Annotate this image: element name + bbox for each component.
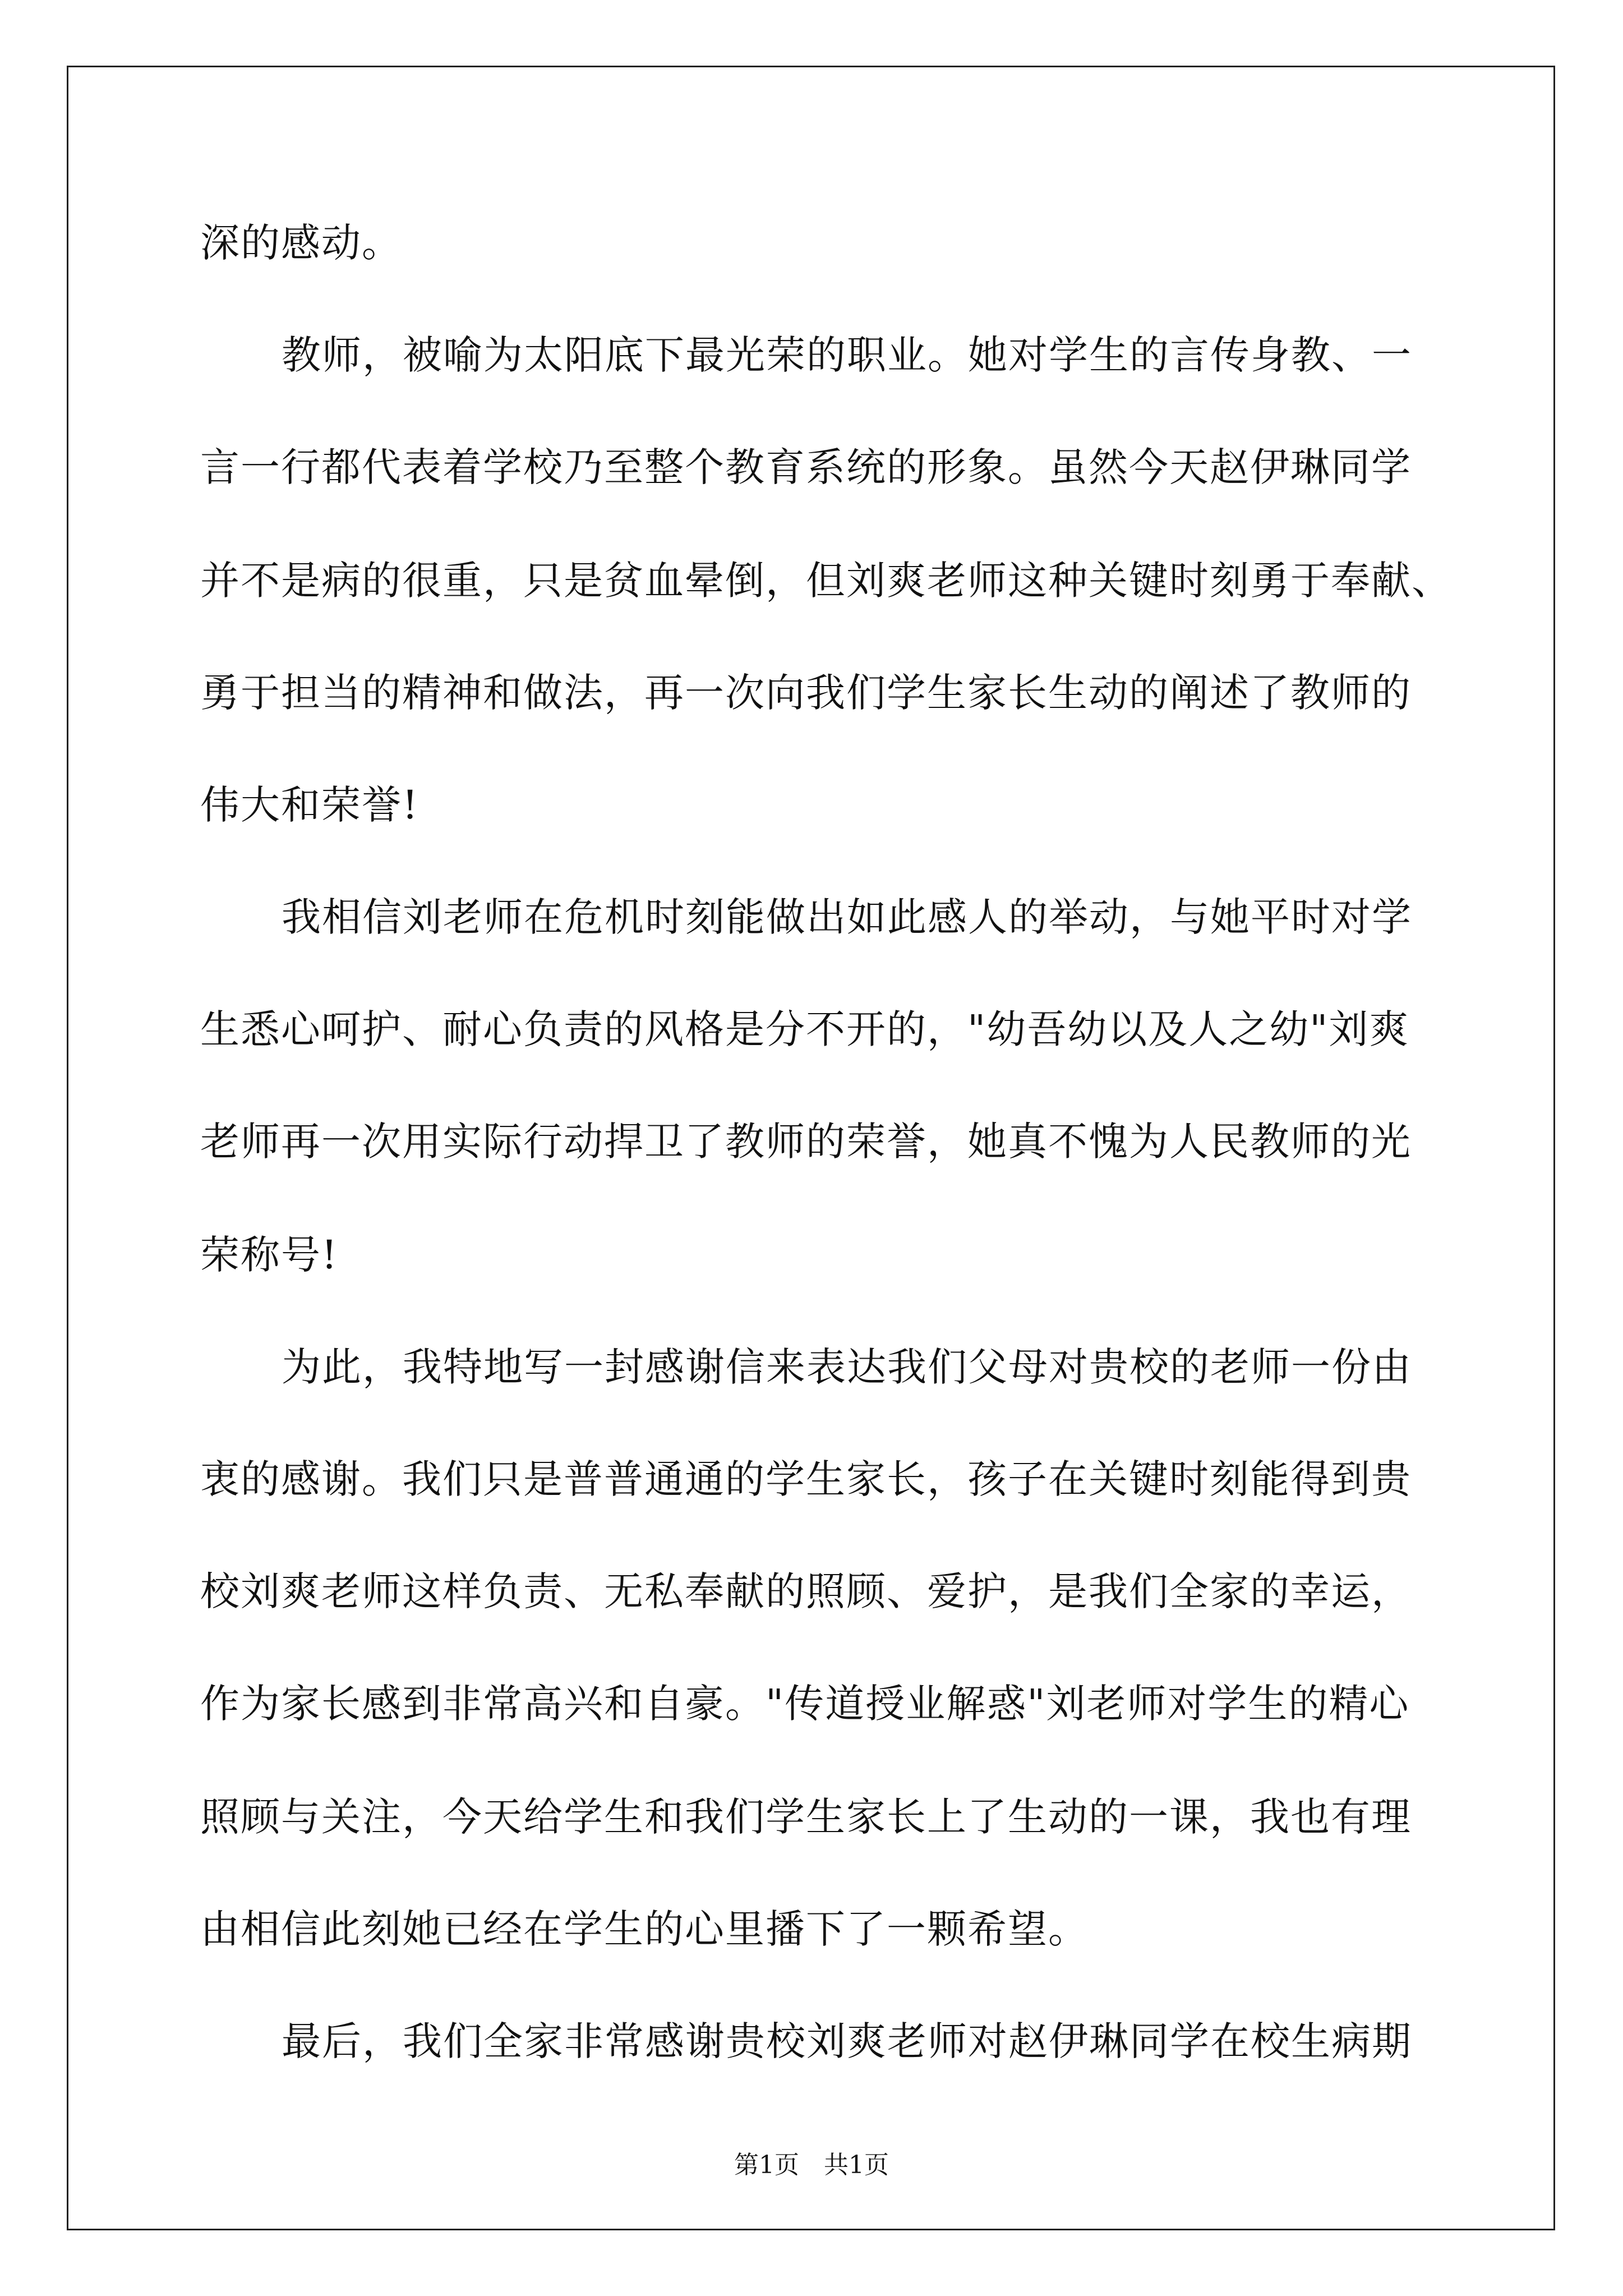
body-line: 深的感动。	[200, 220, 402, 266]
body-line: 老师再一次用实际行动捍卫了教师的荣誉，她真不愧为人民教师的光	[200, 1119, 1412, 1165]
body-line: 校刘爽老师这样负责、无私奉献的照顾、爱护，是我们全家的幸运，	[200, 1568, 1412, 1614]
body-line: 作为家长感到非常高兴和自豪。"传道授业解惑"刘老师对学生的精心	[200, 1681, 1410, 1727]
body-line: 衷的感谢。我们只是普普通通的学生家长，孩子在关键时刻能得到贵	[200, 1456, 1412, 1502]
body-line: 言一行都代表着学校乃至整个教育系统的形象。虽然今天赵伊琳同学	[200, 444, 1412, 490]
body-line: 勇于担当的精神和做法，再一次向我们学生家长生动的阐述了教师的	[200, 670, 1412, 716]
body-line: 荣称号!	[200, 1232, 339, 1278]
paragraph-start-line: 教师，被喻为太阳底下最光荣的职业。她对学生的言传身教、一	[282, 332, 1412, 378]
page-number-footer: 第1页 共1页	[734, 2151, 889, 2179]
body-line: 照顾与关注，今天给学生和我们学生家长上了生动的一课，我也有理	[200, 1794, 1412, 1840]
body-line: 由相信此刻她已经在学生的心里播下了一颗希望。	[200, 1906, 1089, 1952]
body-line: 并不是病的很重，只是贫血晕倒，但刘爽老师这种关键时刻勇于奉献、	[200, 558, 1452, 604]
paragraph-start-line: 我相信刘老师在危机时刻能做出如此感人的举动，与她平时对学	[282, 894, 1412, 940]
paragraph-start-line: 最后，我们全家非常感谢贵校刘爽老师对赵伊琳同学在校生病期	[282, 2018, 1412, 2064]
body-line: 生悉心呵护、耐心负责的风格是分不开的，"幼吾幼以及人之幼"刘爽	[200, 1006, 1410, 1052]
paragraph-start-line: 为此，我特地写一封感谢信来表达我们父母对贵校的老师一份由	[282, 1344, 1412, 1390]
body-line: 伟大和荣誉!	[200, 782, 419, 828]
